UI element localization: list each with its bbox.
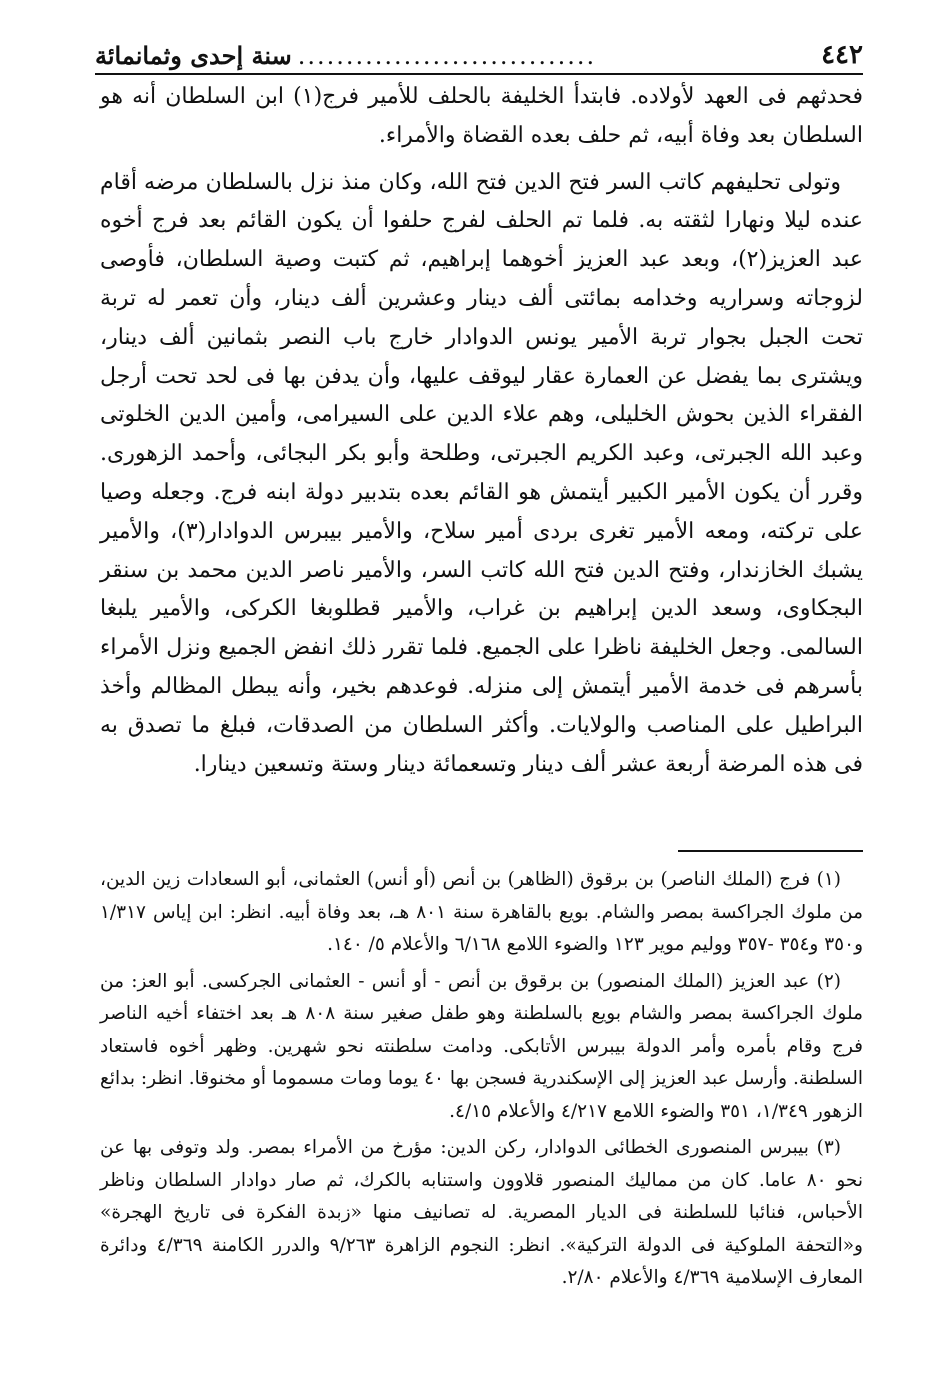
footnote: (٣) بيبرس المنصورى الخطائى الدوادار، ركن الدين: مؤرخ من الأمراء بمصر. ولد وتوفى بها عن نحو ٨٠ عاما. كان من مماليك المنصور قلاوون واستنابه بالكرك، ثم صار دوادار السلطان وناظر الأحباس، فنائبا للسلطنة فى الديار المصرية. له تصانيف منها «زبدة الفكرة فى تاريخ الهجرة» و«التحفة الملوكية فى الدولة التركية». انظر: النجوم الزاهرة ٩/٢٦٣ والدرر الكامنة ٤/٣٦٩ ودائرة المعارف الإسلامية ٤/٣٦٩ والأعلام ٢/٨٠. — [100, 1137, 863, 1288]
page-number: ٤٤٢ — [821, 40, 863, 70]
year-title: سنة إحدى وثمانمائة — [95, 41, 292, 70]
header-rule — [95, 73, 863, 75]
main-text — [100, 78, 863, 784]
footnote-rule — [678, 850, 863, 852]
footnotes — [100, 864, 863, 1295]
paragraph: وتولى تحليفهم كاتب السر فتح الدين فتح الله، وكان منذ نزل بالسلطان مرضه أقام عنده ليلا ونهارا لثقته به. فلما تم الحلف لفرج حلفوا أن يكون القائم بعد فرج أخوه عبد العزيز(٢)، وبعد عبد العزيز أخوهما إبراهيم، ثم كتبت وصية السلطان، فأوصى لزوجاته وسراريه وخدامه بمائتى ألف دينار وعشرين ألف دينار، وأن تعمر له تربة تحت الجبل بجوار تربة الأمير يونس الدوادار خارج باب النصر بثمانين ألف دينار، ويشترى بما يفضل عن العمارة عقار ليوقف عليها، وأن يدفن بها فى لحد تحت أرجل الفقراء الذين بحوش الخليلى، وهم علاء الدين على السيرامى، وأمين الدين الخلوتى وعبد الله الجبرتى، وعبد الكريم الجبرتى، وطلحة وأبو بكر البجائى، وأحمد الزهورى. وقرر أن يكون الأمير الكبير أيتمش هو القائم بعده بتدبير دولة ابنه فرج. وجعله وصيا على تركته، ومعه الأمير تغرى بردى أمير سلاح، والأمير بيبرس الدوادار(٣)، والأمير يشبك الخازندار، وفتح الدين فتح الله كاتب السر، والأمير ناصر الدين محمد بن سنقر البجكاوى، وسعد الدين إبراهيم بن غراب، والأمير قطلوبغا الكركى، والأمير يلبغا السالمى. وجعل الخليفة ناظرا على الجميع. فلما تقرر ذلك انفض الجميع ونزل الأمراء بأسرهم فى خدمة الأمير أيتمش إلى منزله. فوعدهم بخير، وأنه يبطل المظالم وأخذ البراطيل على المناصب والولايات. وأكثر السلطان من الصدقات، فبلغ ما تصدق به فى هذه المرضة أربعة عشر ألف دينار وتسعمائة دينار وستة وتسعين دينارا. — [100, 169, 863, 777]
footnote: (١) فرج (الملك الناصر) بن برقوق (الظاهر) بن أنص (أو أنس) العثمانى، أبو السعادات زين الدين، من ملوك الجراكسة بمصر والشام. بويع بالقاهرة سنة ٨٠١ هـ، بعد وفاة أبيه. انظر: ابن إياس ١/٣١٧ و٣٥٠ و٣٥٤ -٣٥٧ ووليم موير ١٢٣ والضوء اللامع ٦/١٦٨ والأعلام ٥/ ١٤٠. — [100, 869, 863, 955]
footnote: (٢) عبد العزيز (الملك المنصور) بن برقوق بن أنص - أو أنس - العثمانى الجركسى. أبو العز: من ملوك الجراكسة بمصر والشام بويع بالسلطنة وهو طفل صغير سنة ٨٠٨ هـ بعد اختفاء أخيه الناصر فرج وقام بأمره وأمر الدولة بيبرس الأتابكى. ودامت سلطنته نحو شهرين. وظهر أخوه فاستعاد السلطنة. وأرسل عبد العزيز إلى الإسكندرية فسجن بها ٤٠ يوما ومات مسموما أو مخنوقا. انظر: بدائع الزهور ١/٣٤٩، ٣٥١ والضوء اللامع ٤/٢١٧ والأعلام ٤/١٥. — [100, 970, 863, 1122]
leader-dots: ............................... — [297, 42, 597, 70]
header-title-group — [95, 41, 596, 70]
running-header — [95, 34, 863, 70]
paragraph: فحدثهم فى العهد لأولاده. فابتدأ الخليفة بالحلف للأمير فرج(١) ابن السلطان أنه هو السلطان بعد وفاة أبيه، ثم حلف بعده القضاة والأمراء. — [100, 84, 863, 148]
